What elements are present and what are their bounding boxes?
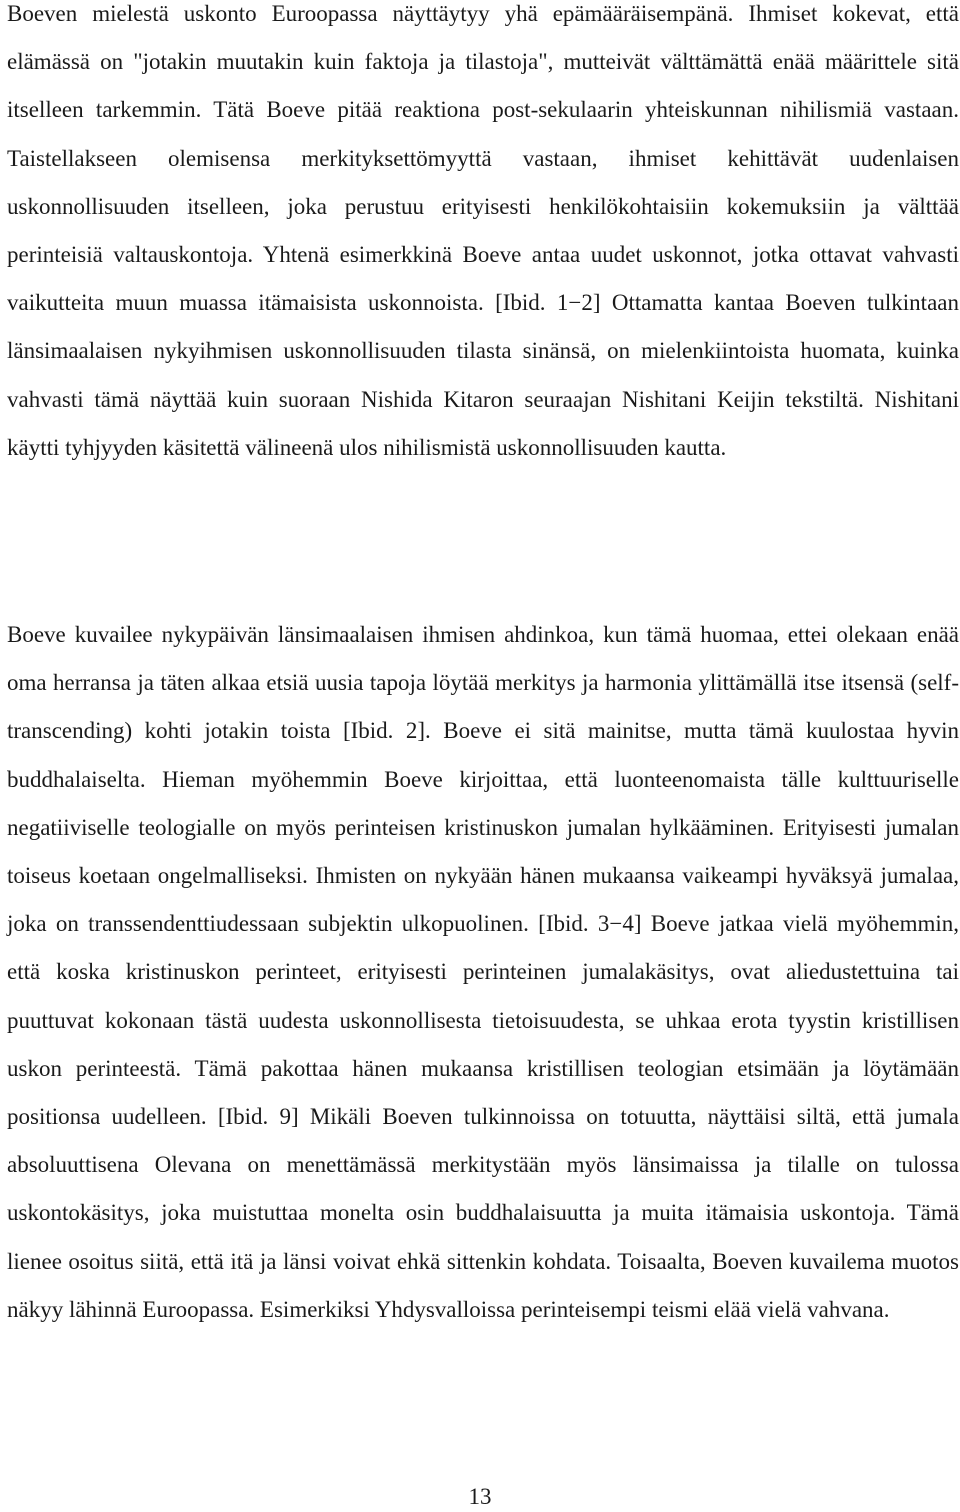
page-number: 13 <box>468 1484 492 1509</box>
paragraph-2: Boeve kuvailee nykypäivän länsimaalaisen ihmisen ahdinkoa, kun tämä huomaa, ettei olekaan enää oma herransa ja täten alkaa etsiä uusia tapoja löytää merkitys ja harmonia ylittämällä itse itsensä (self-transcending) kohti jotakin toista [Ibid. 2]. Boeve ei sitä mainitse, mutta tämä kuulostaa hyvin buddhalaiselta. Hieman myöhemmin Boeve kirjoittaa, että luonteenomaista tälle kulttuuriselle negatiiviselle teologialle on myös perinteisen kristinuskon jumalan hylkääminen. Erityisesti jumalan toiseus koetaan ongelmalliseksi. Ihmisten on nykyään hänen mukaansa vaikeampi hyväksyä jumalaa, joka on transsendenttiudessaan subjektin ulkopuolinen. [Ibid. 3−4] Boeve jatkaa vielä myöhemmin, että koska kristinuskon perinteet, erityisesti perinteinen jumalakäsitys, ovat aliedustettuina tai puuttuvat kokonaan tästä uudesta uskonnollisesta tietoisuudesta, se uhkaa erota tyystin kristillisen uskon perinteestä. Tämä pakottaa hänen mukaansa kristillisen teologian etsimään ja löytämään positionsa uudelleen. [Ibid. 9] Mikäli Boeven tulkinnoissa on totuutta, näyttäisi siltä, että jumala absoluuttisena Olevana on menettämässä merkitystään myös länsimaissa ja tilalle on tulossa uskontokäsitys, joka muistuttaa monelta osin buddhalaisuutta ja muita itämaisia uskontoja. Tämä lienee osoitus siitä, että itä ja länsi voivat ehkä sittenkin kohdata. Toisaalta, Boeven kuvailema muotos näkyy lähinnä Euroopassa. Esimerkiksi Yhdysvalloissa perinteisempi teismi elää vielä vahvana. <box>7 622 959 1322</box>
paragraph-1: Boeven mielestä uskonto Euroopassa näyttäytyy yhä epämääräisempänä. Ihmiset kokevat, että elämässä on "jotakin muutakin kuin faktoja ja tilastoja", mutteivät välttämättä enää määrittele sitä itselleen tarkemmin. Tätä Boeve pitää reaktiona post-sekulaarin yhteiskunnan nihilismiä vastaan. Taistellakseen olemisensa merkityksettömyyttä vastaan, ihmiset kehittävät uudenlaisen uskonnollisuuden itselleen, joka perustuu erityisesti henkilökohtaisiin kokemuksiin ja välttää perinteisiä valtauskontoja. Yhtenä esimerkkinä Boeve antaa uudet uskonnot, jotka ottavat vahvasti vaikutteita muun muassa itämaisista uskonnoista. [Ibid. 1−2] Ottamatta kantaa Boeven tulkintaan länsimaalaisen nykyihmisen uskonnollisuuden tilasta sinänsä, on mielenkiintoista huomata, kuinka vahvasti tämä näyttää kuin suoraan Nishida Kitaron seuraajan Nishitani Keijin tekstiltä. Nishitani käytti tyhjyyden käsitettä välineenä ulos nihilismistä uskonnollisuuden kautta. <box>7 1 959 460</box>
